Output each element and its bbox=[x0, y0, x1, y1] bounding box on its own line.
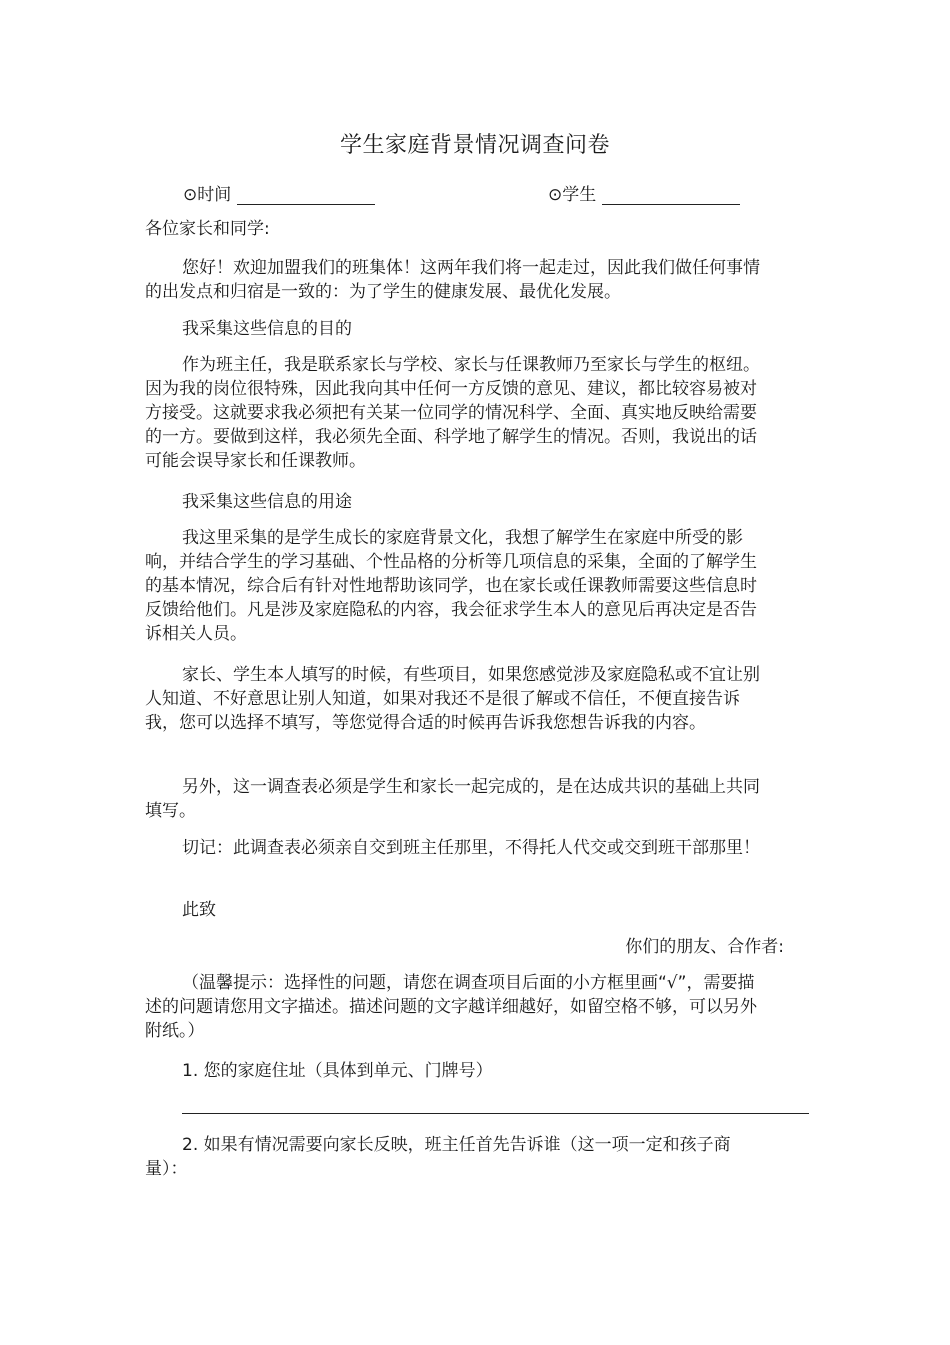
student-field bbox=[548, 180, 740, 205]
tip-note: （温馨提示：选择性的问题，请您在调查项目后面的小方框里画“√”，需要描述的问题请您用文字描述。描述问题的文字越详细越好，如留空格不够，可以另外附纸。） bbox=[145, 973, 757, 1041]
student-label: ⊙学生 bbox=[548, 185, 597, 205]
document-title: 学生家庭背景情况调查问卷 bbox=[339, 133, 610, 158]
heading-purpose: 我采集这些信息的目的 bbox=[182, 319, 352, 339]
closing-phrase: 此致 bbox=[182, 900, 216, 920]
paragraph-welcome: 您好！欢迎加盟我们的班集体！这两年我们将一起走过，因此我们做任何事情的出发点和归宿是一致的：为了学生的健康发展、最优化发展。 bbox=[145, 258, 760, 302]
signature: 你们的朋友、合作者: bbox=[625, 937, 784, 957]
paragraph-usage: 我这里采集的是学生成长的家庭背景文化，我想了解学生在家庭中所受的影响，并结合学生的学习基础、个性品格的分析等几项信息的采集，全面的了解学生的基本情况，综合后有针对性地帮助该同学，也在家长或任课教师需要这些信息时反馈给他们。凡是涉及家庭隐私的内容，我会征求学生本人的意见后再决定是否告诉相关人员。 bbox=[145, 528, 757, 644]
time-field bbox=[183, 180, 375, 205]
meta-row bbox=[183, 180, 763, 206]
question-address: 1. 您的家庭住址（具体到单元、门牌号） bbox=[182, 1061, 493, 1081]
time-blank-line bbox=[237, 186, 375, 205]
salutation: 各位家长和同学: bbox=[145, 219, 270, 239]
paragraph-reminder: 切记：此调查表必须亲自交到班主任那里，不得托人代交或交到班干部那里！ bbox=[182, 838, 760, 858]
address-answer-line[interactable] bbox=[182, 1113, 809, 1114]
paragraph-privacy: 家长、学生本人填写的时候，有些项目，如果您感觉涉及家庭隐私或不宜让别人知道、不好意思让别人知道，如果对我还不是很了解或不信任，不便直接告诉我，您可以选择不填写，等您觉得合适的时候再告诉我您想告诉我的内容。 bbox=[145, 665, 760, 733]
question-contact: 2. 如果有情况需要向家长反映，班主任首先告诉谁（这一项一定和孩子商量）： bbox=[145, 1135, 731, 1179]
time-label: ⊙时间 bbox=[183, 185, 232, 205]
paragraph-together: 另外，这一调查表必须是学生和家长一起完成的，是在达成共识的基础上共同填写。 bbox=[145, 777, 760, 821]
heading-usage: 我采集这些信息的用途 bbox=[182, 492, 352, 512]
paragraph-purpose: 作为班主任，我是联系家长与学校、家长与任课教师乃至家长与学生的枢纽。因为我的岗位很特殊，因此我向其中任何一方反馈的意见、建议，都比较容易被对方接受。这就要求我必须把有关某一位同学的情况科学、全面、真实地反映给需要的一方。要做到这样，我必须先全面、科学地了解学生的情况。否则，我说出的话可能会误导家长和任课教师。 bbox=[145, 355, 760, 471]
student-blank-line bbox=[602, 186, 740, 205]
